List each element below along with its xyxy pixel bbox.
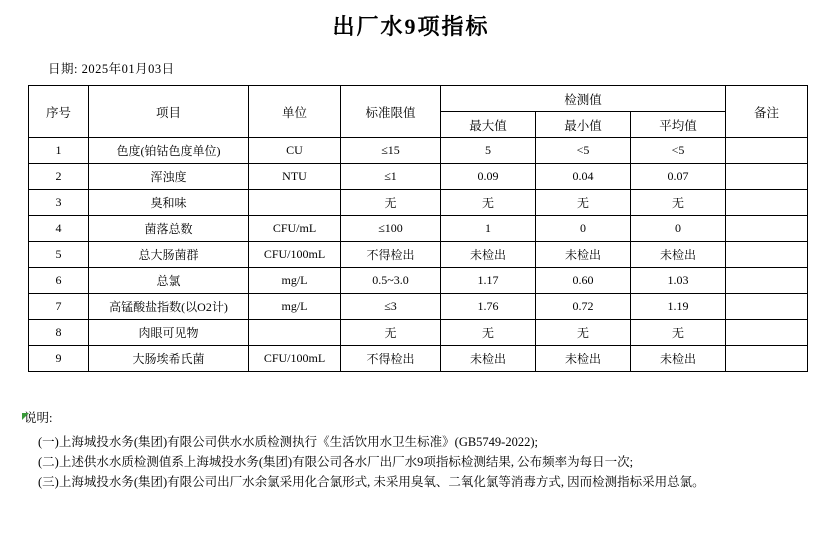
cell-remark <box>726 216 808 242</box>
cell-max: 1.76 <box>441 294 536 320</box>
cell-unit: NTU <box>249 164 341 190</box>
cell-avg: 1.03 <box>631 268 726 294</box>
table-header-row-1 <box>29 86 808 112</box>
cell-unit: CU <box>249 138 341 164</box>
cell-item: 色度(铂钴色度单位) <box>89 138 249 164</box>
cell-max: 0.09 <box>441 164 536 190</box>
cell-remark <box>726 346 808 372</box>
table-row <box>29 346 808 372</box>
cell-item: 臭和味 <box>89 190 249 216</box>
report-date: 日期: 2025年01月03日 <box>48 62 175 76</box>
cell-item: 浑浊度 <box>89 164 249 190</box>
cell-no: 9 <box>29 346 89 372</box>
cell-remark <box>726 268 808 294</box>
cell-remark <box>726 138 808 164</box>
cell-item: 高锰酸盐指数(以O2计) <box>89 294 249 320</box>
cell-limit: 无 <box>341 320 441 346</box>
table-row <box>29 294 808 320</box>
header-limit: 标准限值 <box>341 86 441 138</box>
cell-avg: 未检出 <box>631 346 726 372</box>
cell-min: 0.04 <box>536 164 631 190</box>
note-line-2: (二)上述供水水质检测值系上海城投水务(集团)有限公司各水厂出厂水9项指标检测结果, 公布频率为每日一次; <box>38 455 634 469</box>
cell-unit: CFU/mL <box>249 216 341 242</box>
note-line-3: (三)上海城投水务(集团)有限公司出厂水余氯采用化合氯形式, 未采用臭氧、二氧化氯等消毒方式, 因而检测指标采用总氯。 <box>38 475 705 489</box>
cell-limit: ≤100 <box>341 216 441 242</box>
page-title: 出厂水9项指标 <box>332 14 490 39</box>
table-row <box>29 164 808 190</box>
header-avg: 平均值 <box>631 112 726 138</box>
cell-limit: ≤1 <box>341 164 441 190</box>
cell-no: 4 <box>29 216 89 242</box>
notes-title: 说明: <box>24 411 53 425</box>
table-row <box>29 268 808 294</box>
cell-no: 1 <box>29 138 89 164</box>
cell-max: 1 <box>441 216 536 242</box>
cell-avg: 无 <box>631 190 726 216</box>
cell-item: 总大肠菌群 <box>89 242 249 268</box>
header-measured-group: 检测值 <box>441 86 726 112</box>
cell-min: 0 <box>536 216 631 242</box>
table-row <box>29 216 808 242</box>
cell-item: 总氯 <box>89 268 249 294</box>
cell-item: 大肠埃希氏菌 <box>89 346 249 372</box>
cell-unit: mg/L <box>249 294 341 320</box>
cell-min: 无 <box>536 190 631 216</box>
header-min: 最小值 <box>536 112 631 138</box>
cell-item: 菌落总数 <box>89 216 249 242</box>
cell-unit: CFU/100mL <box>249 346 341 372</box>
water-quality-table <box>28 85 808 372</box>
cell-avg: <5 <box>631 138 726 164</box>
cell-min: 无 <box>536 320 631 346</box>
note-line-1: (一)上海城投水务(集团)有限公司供水水质检测执行《生活饮用水卫生标准》(GB5749-2022); <box>38 435 538 449</box>
cell-min: <5 <box>536 138 631 164</box>
cell-limit: ≤3 <box>341 294 441 320</box>
cell-no: 3 <box>29 190 89 216</box>
green-triangle-marker <box>22 413 29 420</box>
cell-limit: 无 <box>341 190 441 216</box>
cell-limit: ≤15 <box>341 138 441 164</box>
cell-remark <box>726 164 808 190</box>
cell-remark <box>726 242 808 268</box>
notes-section <box>22 408 822 492</box>
cell-remark <box>726 294 808 320</box>
cell-limit: 0.5~3.0 <box>341 268 441 294</box>
table-row <box>29 242 808 268</box>
header-max: 最大值 <box>441 112 536 138</box>
cell-max: 5 <box>441 138 536 164</box>
cell-avg: 0 <box>631 216 726 242</box>
table-body <box>29 138 808 372</box>
cell-max: 未检出 <box>441 346 536 372</box>
cell-max: 1.17 <box>441 268 536 294</box>
cell-no: 5 <box>29 242 89 268</box>
cell-unit <box>249 320 341 346</box>
cell-remark <box>726 190 808 216</box>
cell-no: 2 <box>29 164 89 190</box>
table-row <box>29 190 808 216</box>
table-head <box>29 86 808 138</box>
cell-avg: 无 <box>631 320 726 346</box>
table-row <box>29 138 808 164</box>
cell-min: 0.60 <box>536 268 631 294</box>
header-remark: 备注 <box>726 86 808 138</box>
cell-min: 0.72 <box>536 294 631 320</box>
cell-max: 无 <box>441 190 536 216</box>
cell-remark <box>726 320 808 346</box>
cell-limit: 不得检出 <box>341 242 441 268</box>
cell-avg: 未检出 <box>631 242 726 268</box>
table-row <box>29 320 808 346</box>
cell-max: 未检出 <box>441 242 536 268</box>
cell-max: 无 <box>441 320 536 346</box>
cell-no: 7 <box>29 294 89 320</box>
header-item: 项目 <box>89 86 249 138</box>
cell-avg: 0.07 <box>631 164 726 190</box>
cell-min: 未检出 <box>536 346 631 372</box>
cell-item: 肉眼可见物 <box>89 320 249 346</box>
cell-unit: CFU/100mL <box>249 242 341 268</box>
cell-limit: 不得检出 <box>341 346 441 372</box>
header-no: 序号 <box>29 86 89 138</box>
cell-no: 8 <box>29 320 89 346</box>
cell-avg: 1.19 <box>631 294 726 320</box>
cell-no: 6 <box>29 268 89 294</box>
cell-min: 未检出 <box>536 242 631 268</box>
cell-unit: mg/L <box>249 268 341 294</box>
cell-unit <box>249 190 341 216</box>
header-unit: 单位 <box>249 86 341 138</box>
